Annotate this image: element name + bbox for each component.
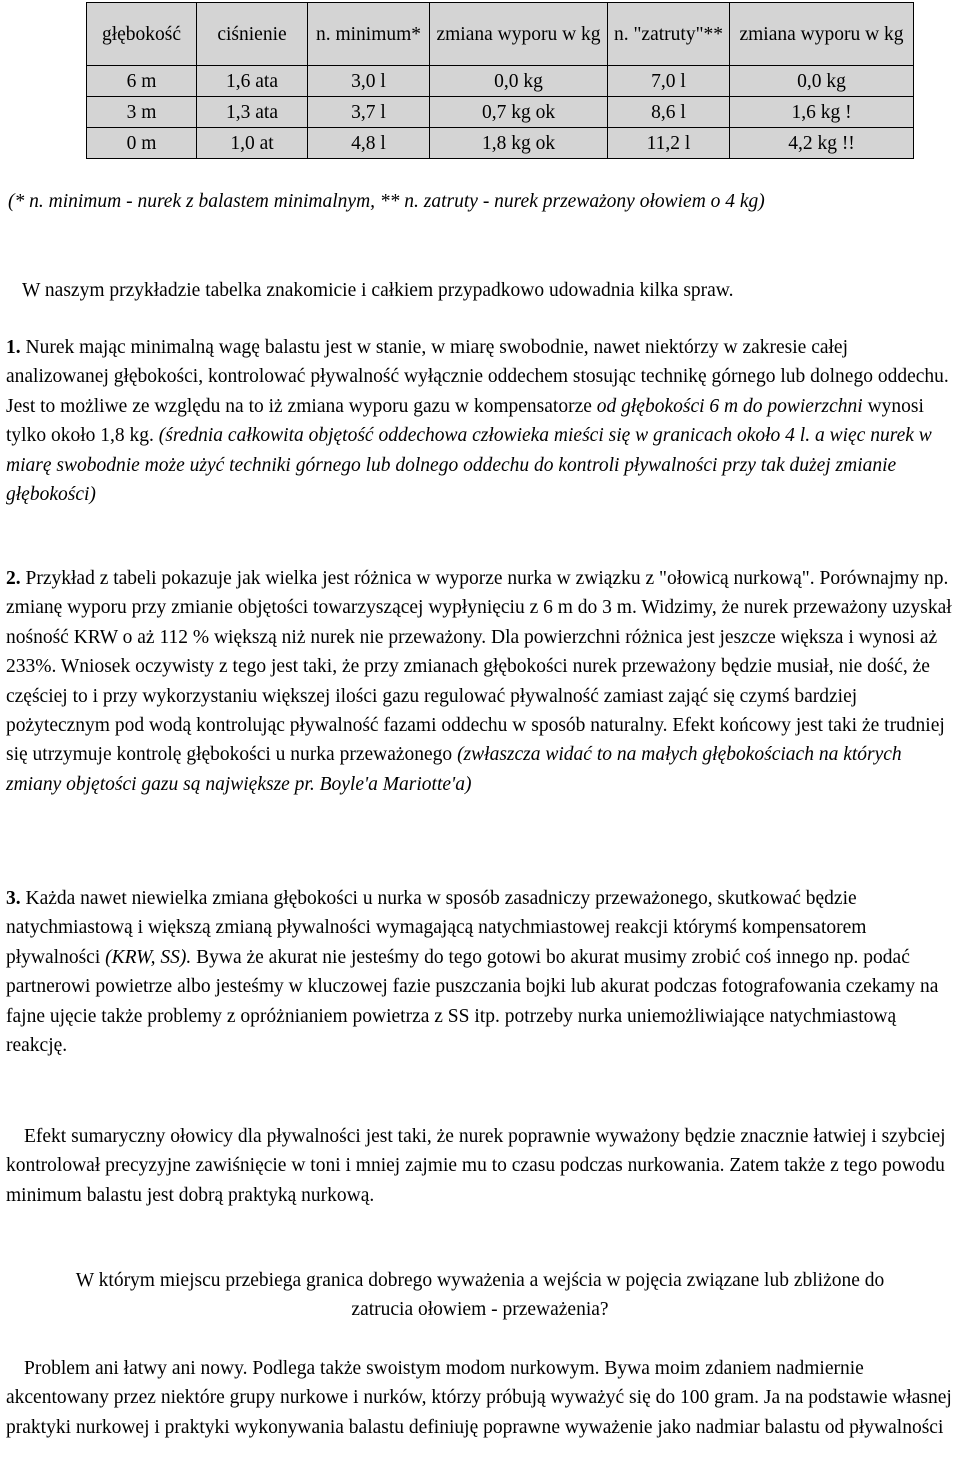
table-header-cell: ciśnienie xyxy=(197,3,308,66)
point-3-paragraph xyxy=(6,884,954,1060)
table-cell: 4,8 l xyxy=(308,128,430,159)
point-number: 2. xyxy=(6,568,21,589)
table-row xyxy=(87,66,914,97)
point-3-italic: (KRW, SS). xyxy=(105,946,192,968)
table-footnote: (* n. minimum - nurek z balastem minimalnym, ** n. zatruty - nurek przeważony ołowiem o 4 kg) xyxy=(8,191,765,212)
point-2-paragraph xyxy=(6,564,954,799)
point-3-text: Każda nawet niewielka zmiana głębokości u nurka w sposób zasadniczy przeważonego, skutkować będzie natychmiastową i większą zmianą pływalności wymagającą natychmiastowej reakcji którymś kompensatorem pływalności xyxy=(6,888,867,968)
table-cell: 3,0 l xyxy=(308,66,430,97)
table-cell: 6 m xyxy=(87,66,197,97)
table-cell: 1,3 ata xyxy=(197,97,308,128)
table-header-cell: zmiana wyporu w kg xyxy=(430,3,608,66)
point-1-text: Nurek mając minimalną wagę balastu jest w stanie, w miarę swobodnie, nawet niektórzy w zakresie całej analizowanej głębokości, kontrolować pływalność wyłącznie oddechem stosując technikę górnego lub dolnego oddechu. Jest to możliwe ze względu na to iż zmiana wyporu gazu w kompensatorze xyxy=(6,337,949,417)
point-3-text-cont: Bywa że akurat nie jesteśmy do tego gotowi bo akurat musimy zrobić coś innego np. podać partnerowi powietrze albo jesteśmy w kluczowej fazie puszczania bojki lub akurat podczas fotografowania czekamy na fajne ujęcie także problemy z opróżnianiem powietrza z SS itp. potrzeby nurka uniemożliwiające natychmiastową reakcję. xyxy=(6,946,939,1057)
table-cell: 0 m xyxy=(87,128,197,159)
table-header-cell: zmiana wyporu w kg xyxy=(730,3,914,66)
point-1-paragraph xyxy=(6,333,954,509)
table-cell: 1,6 ata xyxy=(197,66,308,97)
table-row xyxy=(87,128,914,159)
point-1-italic-note: (średnia całkowita objętość oddechowa człowieka mieści się w granicach około 4 l. a więc nurek w miarę swobodnie może użyć techniki górnego lub dolnego oddechu do kontroli pływalności przy tak dużej zmianie głębokości) xyxy=(6,425,932,506)
table-cell: 3,7 l xyxy=(308,97,430,128)
table-header-cell: n. minimum* xyxy=(308,3,430,66)
table-cell: 0,0 kg xyxy=(430,66,608,97)
table-cell: 1,8 kg ok xyxy=(430,128,608,159)
table-cell: 0,7 kg ok xyxy=(430,97,608,128)
closing-paragraph: Problem ani łatwy ani nowy. Podlega także swoistym modom nurkowym. Bywa moim zdaniem nadmiernie akcentowany przez niektóre grupy nurkowe i nurków, którzy próbują wyważyć się do 100 gram. Ja na podstawie własnej praktyki nurkowej i praktyki wykonywania balastu definiuję poprawne wyważenie jako nadmiar balastu od pływalności xyxy=(6,1358,952,1438)
question-paragraph: W którym miejscu przebiega granica dobrego wyważenia a wejścia w pojęcia związane lub zbliżone do zatrucia ołowiem - przeważenia? xyxy=(75,1270,885,1321)
table-cell: 4,2 kg !! xyxy=(730,128,914,159)
point-1-italic: od głębokości 6 m do powierzchni xyxy=(596,395,863,417)
table-cell: 3 m xyxy=(87,97,197,128)
buoyancy-table xyxy=(86,2,914,159)
table-cell: 1,6 kg ! xyxy=(730,97,914,128)
table-row xyxy=(87,97,914,128)
point-1-text-cont: wynosi tylko około 1,8 kg. xyxy=(6,395,924,447)
table-header-cell: głębokość xyxy=(87,3,197,66)
table-cell: 1,0 at xyxy=(197,128,308,159)
table-header-cell: n. "zatruty"** xyxy=(608,3,730,66)
table-cell: 8,6 l xyxy=(608,97,730,128)
summary-paragraph: Efekt sumaryczny ołowicy dla pływalności jest taki, że nurek poprawnie wyważony będzie znacznie łatwiej i szybciej kontrolował precyzyjne zawiśnięcie w toni i mniej zajmie mu to czasu podczas nurkowania. Zatem także z tego powodu minimum balastu jest dobrą praktyką nurkową. xyxy=(6,1126,946,1206)
table-header-row xyxy=(87,3,914,66)
table-cell: 7,0 l xyxy=(608,66,730,97)
table-cell: 11,2 l xyxy=(608,128,730,159)
point-number: 1. xyxy=(6,337,21,358)
point-2-italic: (zwłaszcza widać to na małych głębokościach na których zmiany objętości gazu są największe pr. Boyle'a Mariotte'a) xyxy=(6,744,902,795)
point-number: 3. xyxy=(6,888,21,909)
point-2-text: Przykład z tabeli pokazuje jak wielka jest różnica w wyporze nurka w związku z "ołowicą nurkową". Porównajmy np. zmianę wyporu przy zmianie objętości towarzyszącej wypłynięciu z 6 m do 3 m. Widzimy, że nurek przeważony uzyskał nośność KRW o aż 112 % większą niż nurek nie przeważony. Dla powierzchni różnica jest jeszcze większa i wynosi aż 233%. Wniosek oczywisty z tego jest taki, że przy zmianach głębokości nurek przeważony będzie musiał, nie dość, że częściej to i przy wykorzystaniu większej ilości gazu regulować pływalność zamiast zająć się czymś bardziej pożytecznym pod wodą kontrolując pływalność fazami oddechu w sposób naturalny. Efekt końcowy jest taki że trudniej się utrzymuje kontrolę głębokości u nurka przeważonego xyxy=(6,568,952,766)
intro-sentence: W naszym przykładzie tabelka znakomicie i całkiem przypadkowo udowadnia kilka spraw. xyxy=(22,280,734,301)
table-cell: 0,0 kg xyxy=(730,66,914,97)
